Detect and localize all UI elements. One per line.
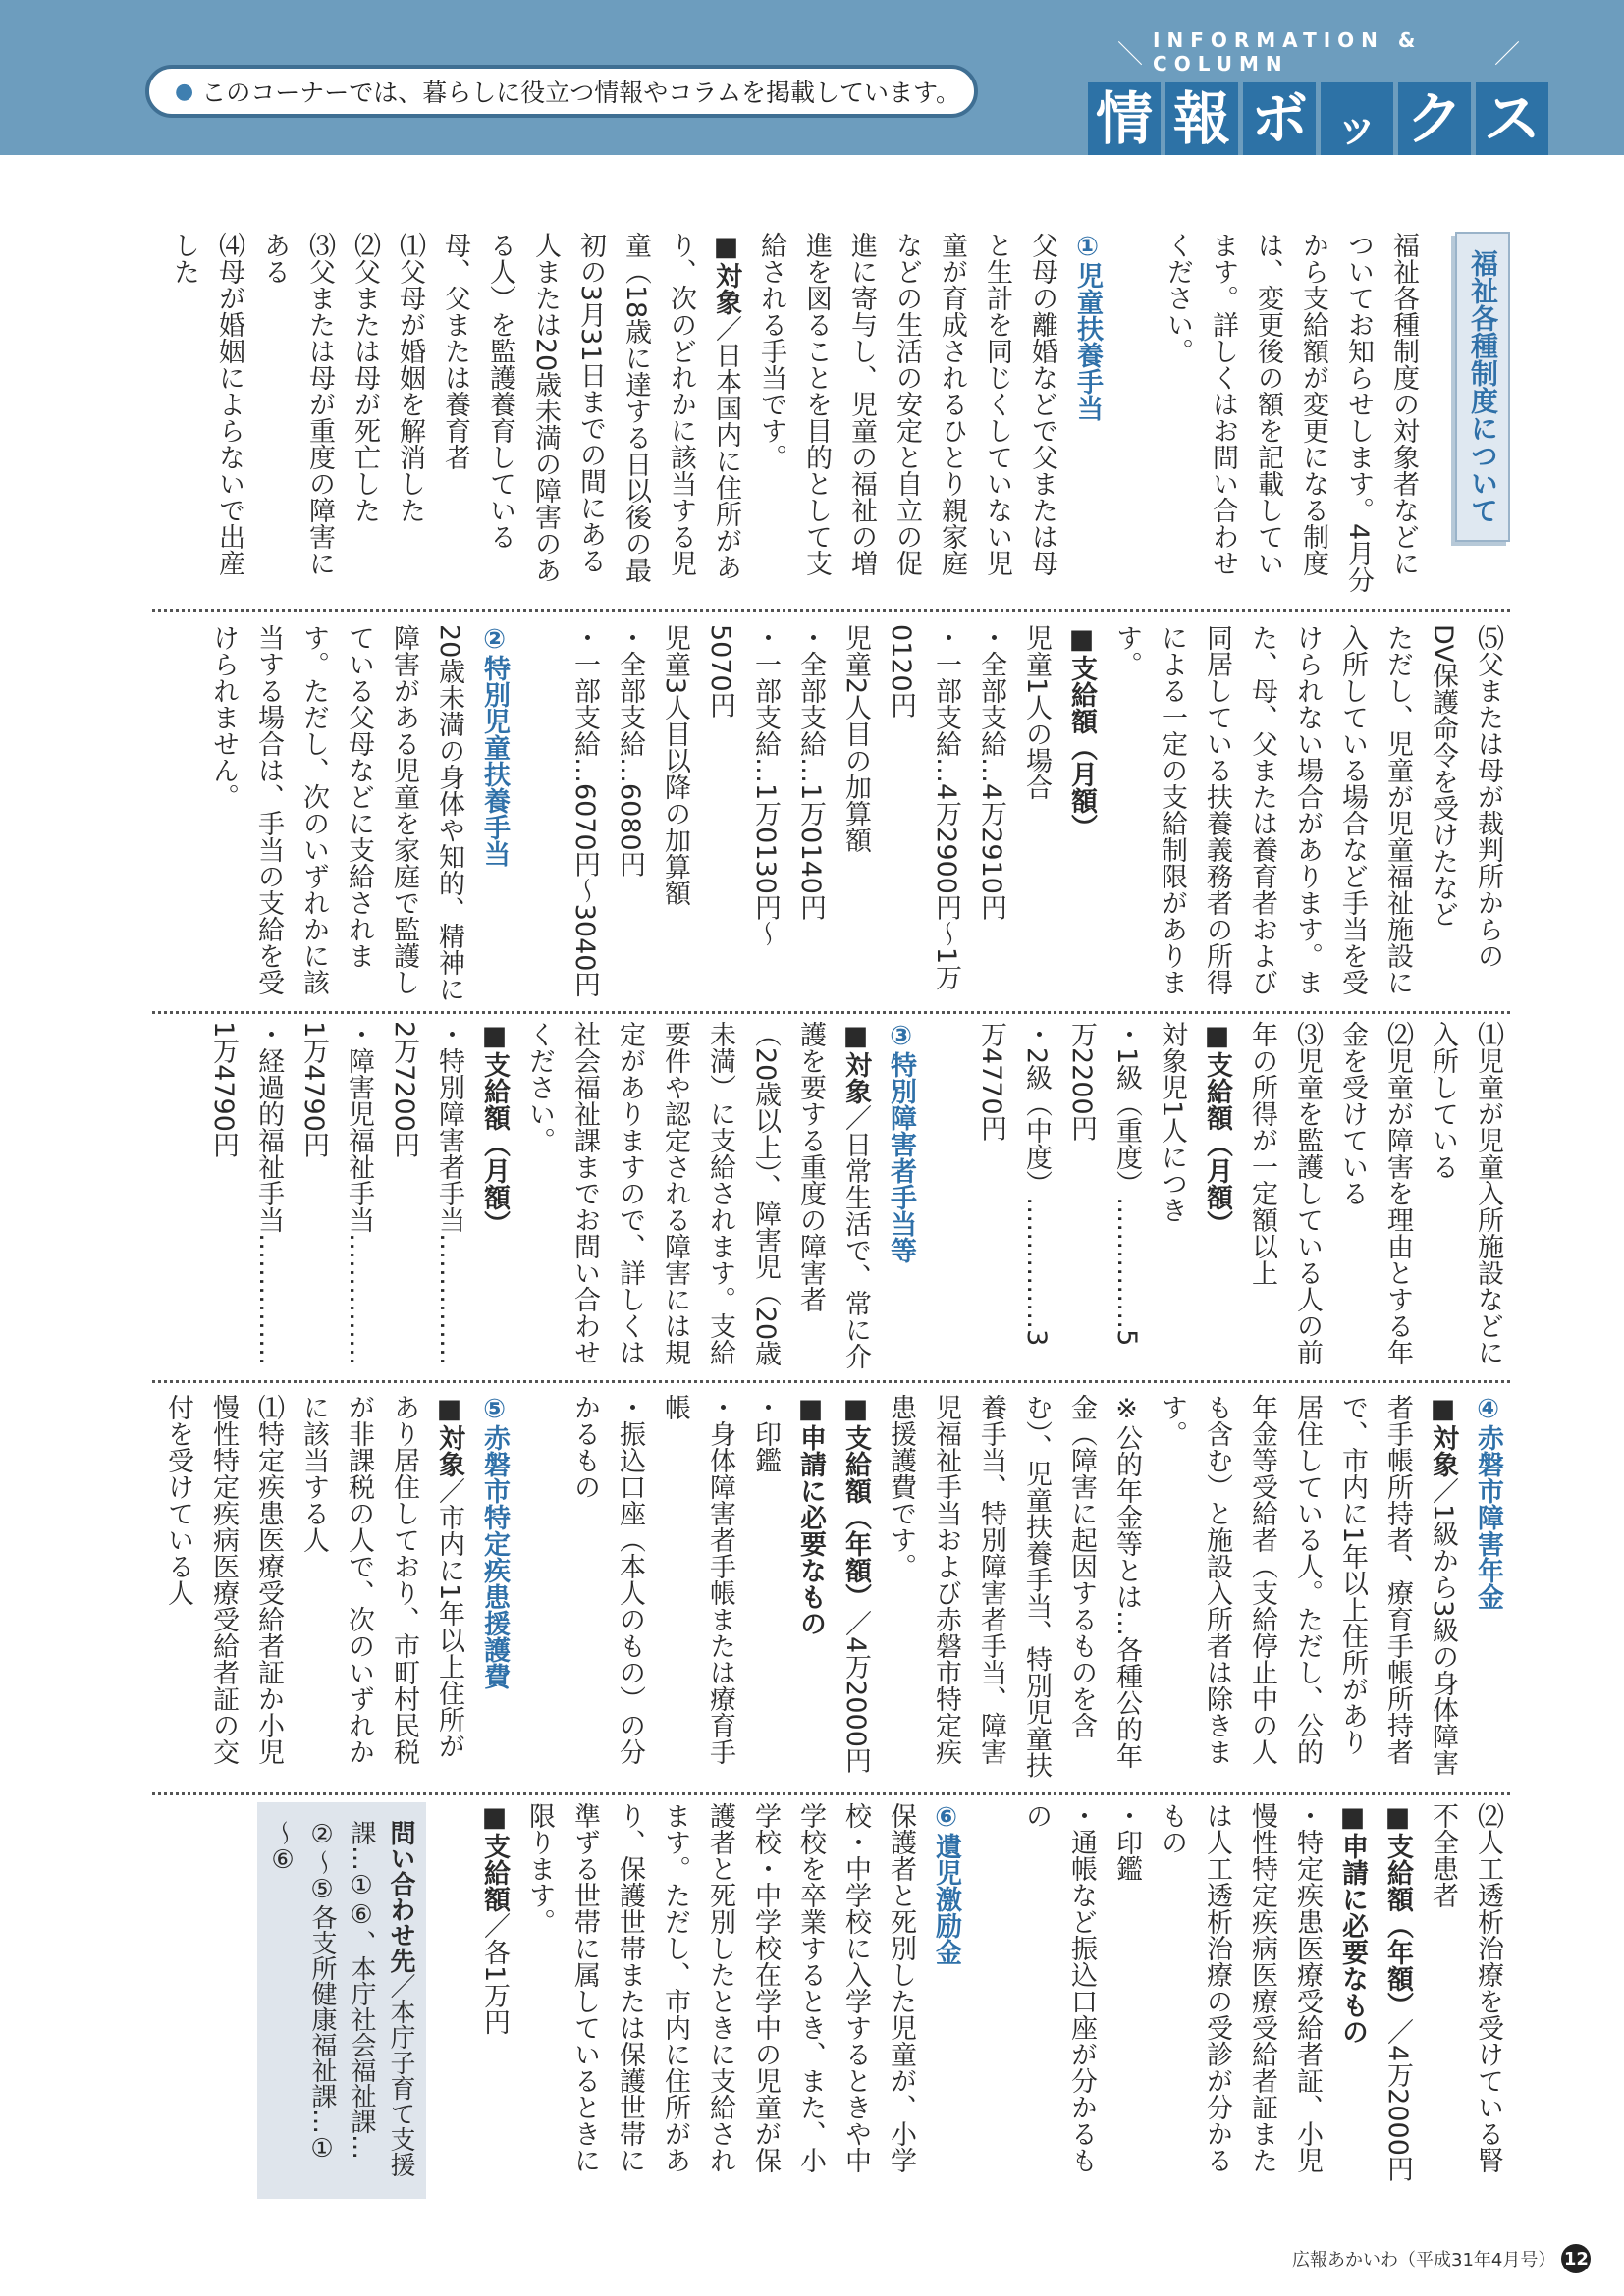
section-heading-4: ④赤磐市障害年金 xyxy=(1473,1394,1503,1610)
list-item: ⑶児童を監護している人の前年の所得が一定額以上 xyxy=(1247,1021,1323,1365)
amount-line: ・全部支給…4万2910円 xyxy=(976,624,1006,921)
slash-left-icon: ＼ xyxy=(1117,39,1144,70)
section-5-target: ／市内に1年以上住所があり居住しており、市町村民税が非課税の人で、次のいずれかに該当する人 xyxy=(298,1394,464,1765)
contact-box xyxy=(257,1802,426,2199)
section-heading-3: ③特別障害者手当等 xyxy=(886,1021,916,1263)
list-item: ⑵人工透析治療を受けている腎不全患者 xyxy=(1428,1802,1503,2173)
contact-line: ／本庁子育て支援課…①⑥、本庁社会福祉課…②～⑤各支所 xyxy=(307,1820,415,2177)
divider xyxy=(152,1011,1510,1014)
list-item: ⑵児童が障害を理由とする年金を受けている xyxy=(1337,1021,1413,1365)
page-number: 12 xyxy=(1561,2244,1591,2273)
amount-line: 児童3人目以降の加算額 xyxy=(660,624,690,907)
section-4-target: ／1級から3級の身体障害者手帳所持者、療育手帳所持者で、市内に1年以上住所があり居住している人。ただし、公的年金等受給者（支給停止中の人も含む）と施設入所者は除きます。 xyxy=(1157,1394,1458,1777)
page-header xyxy=(0,0,1624,155)
amount-line: 児童2人目の加算額 xyxy=(840,624,871,854)
amount-line: ・特別障害者手当……………2万7200円 xyxy=(389,1021,464,1365)
amount-line: 対象児1人につき xyxy=(1157,1021,1187,1224)
amount-line: ・全部支給…6080円 xyxy=(615,624,645,878)
list-item: ⑶父または母が重度の障害にある xyxy=(259,232,335,576)
list-item: ⑴父母が婚姻を解消した xyxy=(395,232,425,523)
column-band-1 xyxy=(152,232,1510,595)
slash-right-icon: ／ xyxy=(1493,39,1520,70)
column-band-5 xyxy=(152,1802,1510,2199)
section-1-target-label: ■対象 xyxy=(711,232,741,315)
amount-line: ・全部支給…1万0140円 xyxy=(795,624,826,921)
contact-label: 問い合わせ先 xyxy=(386,1820,415,1973)
section-3-target: ／日常生活で、常に介護を要する重度の障害者（20歳以上）、障害児（20歳未満）に支給されます。支給要件や認定される障害には規定がありますので、詳しくは社会福祉課までお問い合わせください。 xyxy=(524,1021,871,1369)
section-6-body: 保護者と死別した児童が、小学校・中学校に入学するときや中学校を卒業するとき、また、小学校・中学校在学中の児童が保護者と死別したときに支給されます。ただし、市内に住所があり、保護世帯または保護世帯に準ずる世帯に属しているときに限ります。 xyxy=(524,1802,916,2173)
list-item: ⑵父または母が死亡した xyxy=(350,232,380,523)
section-2-amount-label: ■支給額（月額） xyxy=(1202,1021,1232,1237)
section-english-title xyxy=(1108,28,1530,76)
bullet-icon: ● xyxy=(175,79,194,104)
section-heading-5: ⑤赤磐市特定疾患援護費 xyxy=(479,1394,510,1689)
section-5-target-label: ■対象 xyxy=(434,1394,464,1477)
intro-banner xyxy=(145,65,978,118)
publication-name: 広報あかいわ（平成31年4月号） xyxy=(1292,2250,1556,2270)
article-title: 福祉各種制度について xyxy=(1455,232,1510,542)
list-item: ・通帳など振込口座が分かるもの xyxy=(1021,1802,1097,2173)
amount-line: ・一部支給…6070円～3040円 xyxy=(569,624,600,998)
intro-text: このコーナーでは、暮らしに役立つ情報やコラムを掲載しています。 xyxy=(201,79,960,107)
section-3-target-label: ■対象 xyxy=(840,1021,871,1104)
amount-line: ・2級（中度）……………3万4770円 xyxy=(976,1021,1052,1347)
list-item: ・印鑑 xyxy=(750,1394,781,1473)
amount-line: 児童1人の場合 xyxy=(1021,624,1052,801)
section-5-need-label: ■申請に必要なもの xyxy=(1337,1802,1368,2045)
section-6-amount-label: ■支給額 xyxy=(479,1802,510,1912)
section-1-note: ただし、児童が児童福祉施設に入所している場合など手当を受けられない場合があります。また、母、父または養育者および同居している扶養義務者の所得による一定の支給制限があります。 xyxy=(1111,624,1413,995)
english-title-text: INFORMATION & COLUMN xyxy=(1153,28,1423,76)
title-char: 情 xyxy=(1088,82,1161,155)
column-band-2 xyxy=(152,624,1510,1005)
list-item: ⑴児童が児童入所施設などに入所している xyxy=(1428,1021,1503,1365)
section-1-amount-label: ■支給額（月額） xyxy=(1066,624,1097,840)
title-char: ク xyxy=(1398,82,1471,155)
section-5-amount: ／4万2000円 xyxy=(1382,2018,1413,2182)
section-5-amount-label: ■支給額（年額） xyxy=(1382,1802,1413,2018)
section-4-amount: ／4万2000円 xyxy=(840,1610,871,1774)
section-6-amount: ／各1万円 xyxy=(479,1912,510,2036)
title-char: ス xyxy=(1476,82,1548,155)
section-heading-1: ①児童扶養手当 xyxy=(1072,232,1103,421)
divider xyxy=(152,1792,1510,1795)
list-item: ・振込口座（本人のもの）の分かるもの xyxy=(569,1394,645,1765)
section-4-note: ※公的年金等とは…各種公的年金（障害に起因するものを含む）、児童扶養手当、特別児童扶養手当、特別障害者手当、障害児福祉手当および赤磐市特定疾患援護費です。 xyxy=(886,1394,1142,1779)
contact-line: 健康福祉課…①～⑥ xyxy=(268,1820,337,2163)
section-4-target-label: ■対象 xyxy=(1428,1394,1458,1477)
list-item: ・特定疾患医療受給者証、小児慢性特定疾病医療受給者証または人工透析治療の受診が分かるもの xyxy=(1157,1802,1323,2173)
amount-line: ・1級（重度）……………5万2200円 xyxy=(1066,1021,1142,1347)
section-heading-6: ⑥遺児激励金 xyxy=(931,1802,961,1965)
list-item: ・印鑑 xyxy=(1111,1802,1142,1882)
amount-line: ・一部支給…1万0130円～5070円 xyxy=(705,624,781,947)
section-4-amount-label: ■支給額（年額） xyxy=(840,1394,871,1610)
section-3-amount-label: ■支給額（月額） xyxy=(479,1021,510,1237)
title-char: ボ xyxy=(1243,82,1316,155)
section-heading-2: ②特別児童扶養手当 xyxy=(479,624,510,867)
column-band-3 xyxy=(152,1021,1510,1370)
section-1-body: 父母の離婚などで父または母と生計を同じくしていない児童が育成されるひとり親家庭などの生活の安定と自立の促進に寄与し、児童の福祉の増進を図ることを目的として支給される手当です。 xyxy=(756,232,1057,576)
amount-line: ・経過的福祉手当……………1万4790円 xyxy=(208,1021,284,1365)
section-1-target: ／日本国内に住所があり、次のどれかに該当する児童（18歳に達する日以後の最初の3月31日までの間にある人または20歳未満の障害のある人）を監護養育している母、父または養育者 xyxy=(440,232,741,584)
amount-line: ・一部支給…4万2900円～1万0120円 xyxy=(886,624,961,991)
section-2-body: 20歳未満の身体や知的、精神に障害がある児童を家庭で監護している父母などに支給されます。ただし、次のいずれかに該当する場合は、手当の支給を受けられません。 xyxy=(208,624,464,1003)
title-char: ッ xyxy=(1321,82,1393,155)
divider xyxy=(152,1380,1510,1383)
list-item: ⑸父または母が裁判所からのDV保護命令を受けたなど xyxy=(1428,624,1503,969)
list-item: ・身体障害者手帳または療育手帳 xyxy=(660,1394,735,1765)
section-title xyxy=(1088,67,1559,155)
amount-line: ・障害児福祉手当……………1万4790円 xyxy=(298,1021,374,1365)
title-char: 報 xyxy=(1165,82,1238,155)
list-item: ⑷母が婚姻によらないで出産した xyxy=(169,232,244,576)
column-band-4 xyxy=(152,1394,1510,1779)
page-footer xyxy=(1292,2242,1591,2275)
section-4-need-label: ■申請に必要なもの xyxy=(795,1394,826,1636)
divider xyxy=(152,609,1510,612)
article-lead: 福祉各種制度の対象者などについてお知らせします。4月分から支給額が変更になる制度は、変更後の額を記載しています。詳しくはお問い合わせください。 xyxy=(1163,232,1419,594)
list-item: ⑴特定疾患医療受給者証か小児慢性特定疾病医療受給者証の交付を受けている人 xyxy=(163,1394,284,1765)
